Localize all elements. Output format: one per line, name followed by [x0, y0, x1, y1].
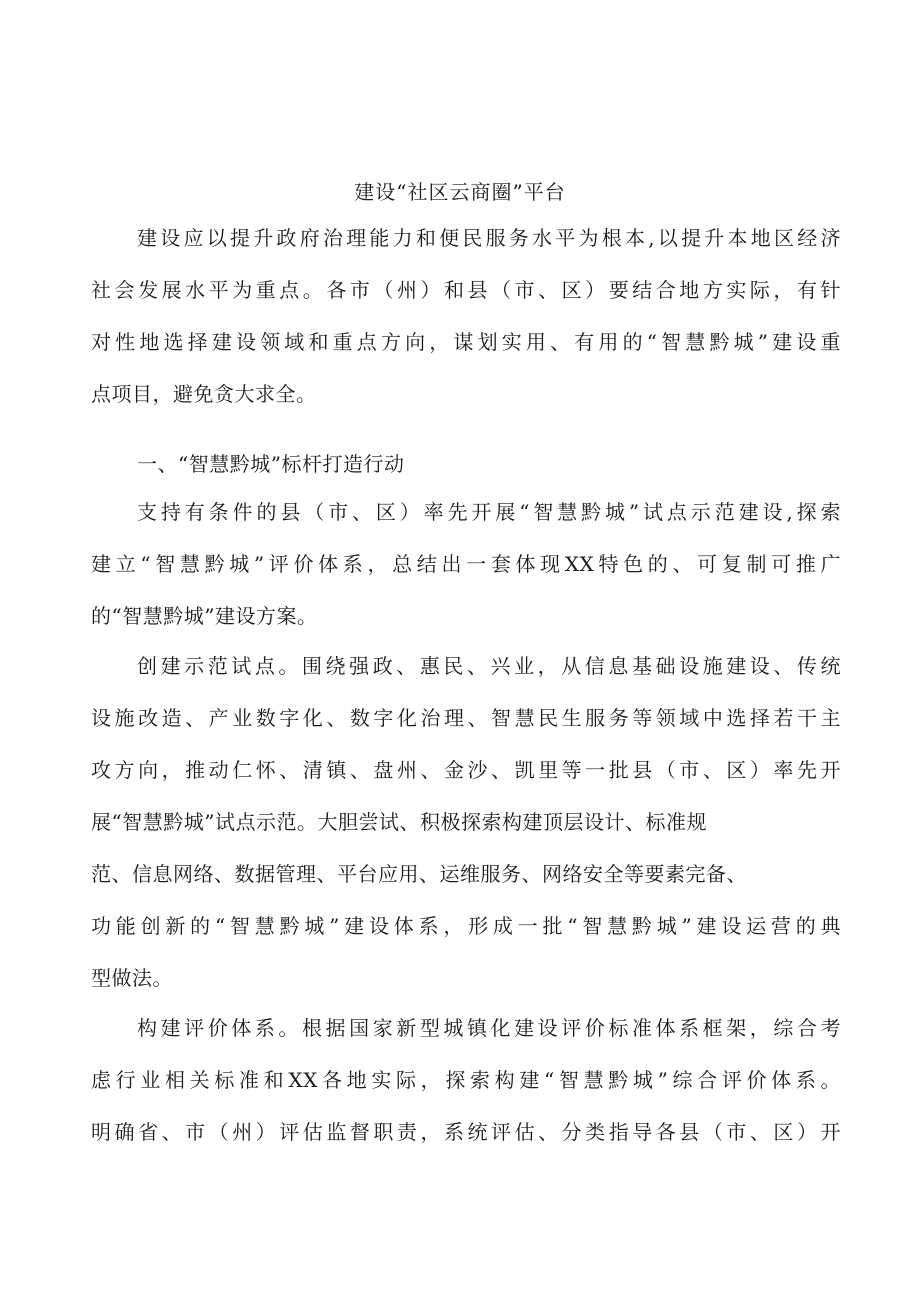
paragraph-line: 点项目，避免贪大求全。 — [91, 382, 317, 406]
intro-paragraph — [91, 212, 841, 420]
document-title: 建设“社区云商圈”平台 — [354, 180, 566, 204]
paragraph-line: 范、信息网络、数据管理、平台应用、运维服务、网络安全等要素完备、 — [91, 862, 747, 886]
paragraph-line: 建立“智慧黔城”评价体系，总结出一套体现XX特色的、可复制可推广 — [91, 552, 841, 576]
paragraph-line: 展“智慧黔城”试点示范。大胆尝试、积极探索构建顶层设计、标准规 — [91, 810, 707, 834]
paragraph-line: 构建评价体系。根据国家新型城镇化建设评价标准体系框架，综合考 — [137, 1016, 841, 1040]
paragraph-line: 的“智慧黔城”建设方案。 — [91, 604, 318, 628]
paragraph-line: 设施改造、产业数字化、数字化治理、智慧民生服务等领域中选择若干主 — [91, 706, 841, 730]
paragraph-line: 型做法。 — [91, 966, 173, 990]
paragraph-line: 明确省、市（州）评估监督职责，系统评估、分类指导各县（市、区）开 — [91, 1120, 841, 1144]
paragraph-line: 社会发展水平为重点。各市（州）和县（市、区）要结合地方实际，有针 — [91, 278, 841, 302]
section-paragraph — [91, 1002, 841, 1158]
paragraph-line: 对性地选择建设领域和重点方向，谋划实用、有用的“智慧黔城”建设重 — [91, 330, 841, 354]
paragraph-line: 虑行业相关标准和XX各地实际，探索构建“智慧黔城”综合评价体系。 — [91, 1068, 841, 1092]
section-heading: 一、“智慧黔城”标杆打造行动 — [137, 452, 405, 476]
section-paragraph — [91, 640, 841, 1004]
paragraph-line: 建设应以提升政府治理能力和便民服务水平为根本,以提升本地区经济 — [137, 226, 841, 250]
section-paragraph — [91, 486, 841, 642]
paragraph-line: 支持有条件的县（市、区）率先开展“智慧黔城”试点示范建设,探索 — [137, 500, 841, 524]
paragraph-line: 攻方向，推动仁怀、清镇、盘州、金沙、凯里等一批县（市、区）率先开 — [91, 758, 841, 782]
paragraph-line: 功能创新的“智慧黔城”建设体系，形成一批“智慧黔城”建设运营的典 — [91, 914, 841, 938]
paragraph-line: 创建示范试点。围绕强政、惠民、兴业，从信息基础设施建设、传统 — [137, 654, 841, 678]
